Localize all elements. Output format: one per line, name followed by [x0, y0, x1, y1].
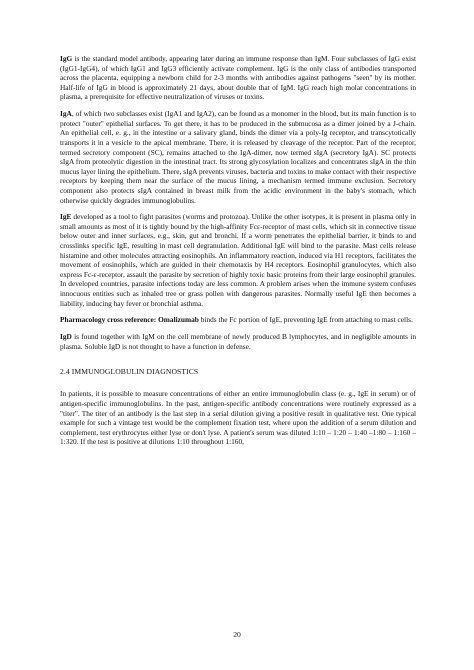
pharmacology-reference-text: binds the Fc portion of IgE, preventing IgE from attaching to mast cells.	[198, 315, 413, 325]
paragraph-iga	[60, 109, 416, 205]
term-igd: IgD	[60, 332, 72, 342]
pharmacology-reference-lead: Pharmacology cross reference: Omalizumab	[60, 315, 199, 325]
term-iga: IgA	[60, 109, 72, 119]
paragraph-igd-text: is found together with IgM on the cell membrane of newly produced B lymphocytes, and in negligible amounts in plasma. Soluble IgD is not thought to have a function in defense.	[60, 332, 416, 351]
paragraph-ige-text: developed as a tool to fight parasites (worms and protozoa). Unlike the other isotypes, it is present in plasma only in small amounts as most of it is tightly bound by the high-affinity Fcε-receptor of mast cells, which sit in connective tissue below outer and inner surfaces, e.g., skin, gut and bronchi. If a worm penetrates the epithelial barrier, it binds to and crosslinks specific IgE, resulting in mast cell degranulation. Additional IgE will bind to the parasite. Mast cells release histamine and other molecules attracting eosinophils. An inflammatory reaction, induced via H1 receptors, facilitates the movement of eosinophils, which are guided in their chemotaxis by H4 receptors. Eosinophil granulocytes, which also express Fc-ε-receptor, assault the parasite by secretion of highly toxic basic proteins from their large eosinophil granules. In developed countries, parasite infections today are less common. A problem arises when the immune system confuses innocuous entities such as inhaled tree or grass pollen with dangerous parasites. Normally useful IgE then becomes a liability, inducing hay fever or bronchial asthma.	[60, 212, 416, 308]
page-number: 20	[233, 630, 241, 639]
paragraph-ige	[60, 212, 416, 308]
paragraph-diagnostics: In patients, it is possible to measure concentrations of either an entire immunoglobulin class (e. g., IgE in serum) or of antigen-specific immunoglobulins. In the past, antigen-specific antibody concentrations were routinely expressed as a "titer". The titer of an antibody is the last step in a serial dilution giving a positive result in qualitative test. One typical example for such a vintage test would be the complement fixation test, where upon the addition of a serum dilution and complement, test erythrocytes either lyse or don't lyse. A patient's serum was diluted 1:10 – 1:20 – 1:40 –1:80 – 1:160 – 1:320. If the test is positive at dilutions 1:10 throughout 1:160,	[60, 389, 416, 447]
term-ige: IgE	[60, 212, 72, 222]
paragraph-igd	[60, 332, 416, 351]
page-content	[60, 54, 416, 454]
paragraph-igg-text: is the standard model antibody, appearing later during an immune response than IgM. Four subclasses of IgG exist (IgG1-IgG4), of which IgG1 and IgG3 efficiently activate complement. IgG is the only class of antibodies transported across the placenta, equipping a newborn child for 2-3 months with antibodies against pathogens "seen" by its mother. Half-life of IgG in blood is approximately 21 days, about double that of IgM. IgG reach high molar concentrations in plasma, a prerequisite for effective neutralization of viruses or toxins.	[60, 54, 416, 102]
paragraph-iga-text: , of which two subclasses exist (IgA1 and IgA2), can be found as a monomer in the blood, but its main function is to protect "outer" epithelial surfaces. To get there, it has to be produced in the submucosa as a dimer joined by a J-chain. An epithelial cell, e. g., in the intestine or a salivary gland, binds the dimer via a poly-Ig receptor, and transcytotically transports it in a vesicle to the apical membrane. There, it is released by cleavage of the receptor. Part of the receptor, termed secretory component (SC), remains attached to the IgA-dimer, now termed sIgA (secretory IgA). SC protects sIgA from proteolytic digestion in the intestinal tract. Its strong glycosylation localizes and concentrates sIgA in the thin mucus layer lining the epithelium. There, sIgA prevents viruses, bacteria and toxins to make contact with their respective receptors by keeping them near the surface of the mucus lining, a mechanism termed immune exclusion. Secretory component also protects sIgA contained in breast milk from the acidic environment in the baby's stomach, which otherwise quickly degrades immunoglobulins.	[60, 109, 416, 205]
term-igg: IgG	[60, 54, 73, 63]
paragraph-pharmacology-reference	[60, 315, 416, 325]
paragraph-igg	[60, 54, 416, 102]
section-heading: 2.4 IMMUNOGLOBULIN DIAGNOSTICS	[60, 367, 199, 377]
